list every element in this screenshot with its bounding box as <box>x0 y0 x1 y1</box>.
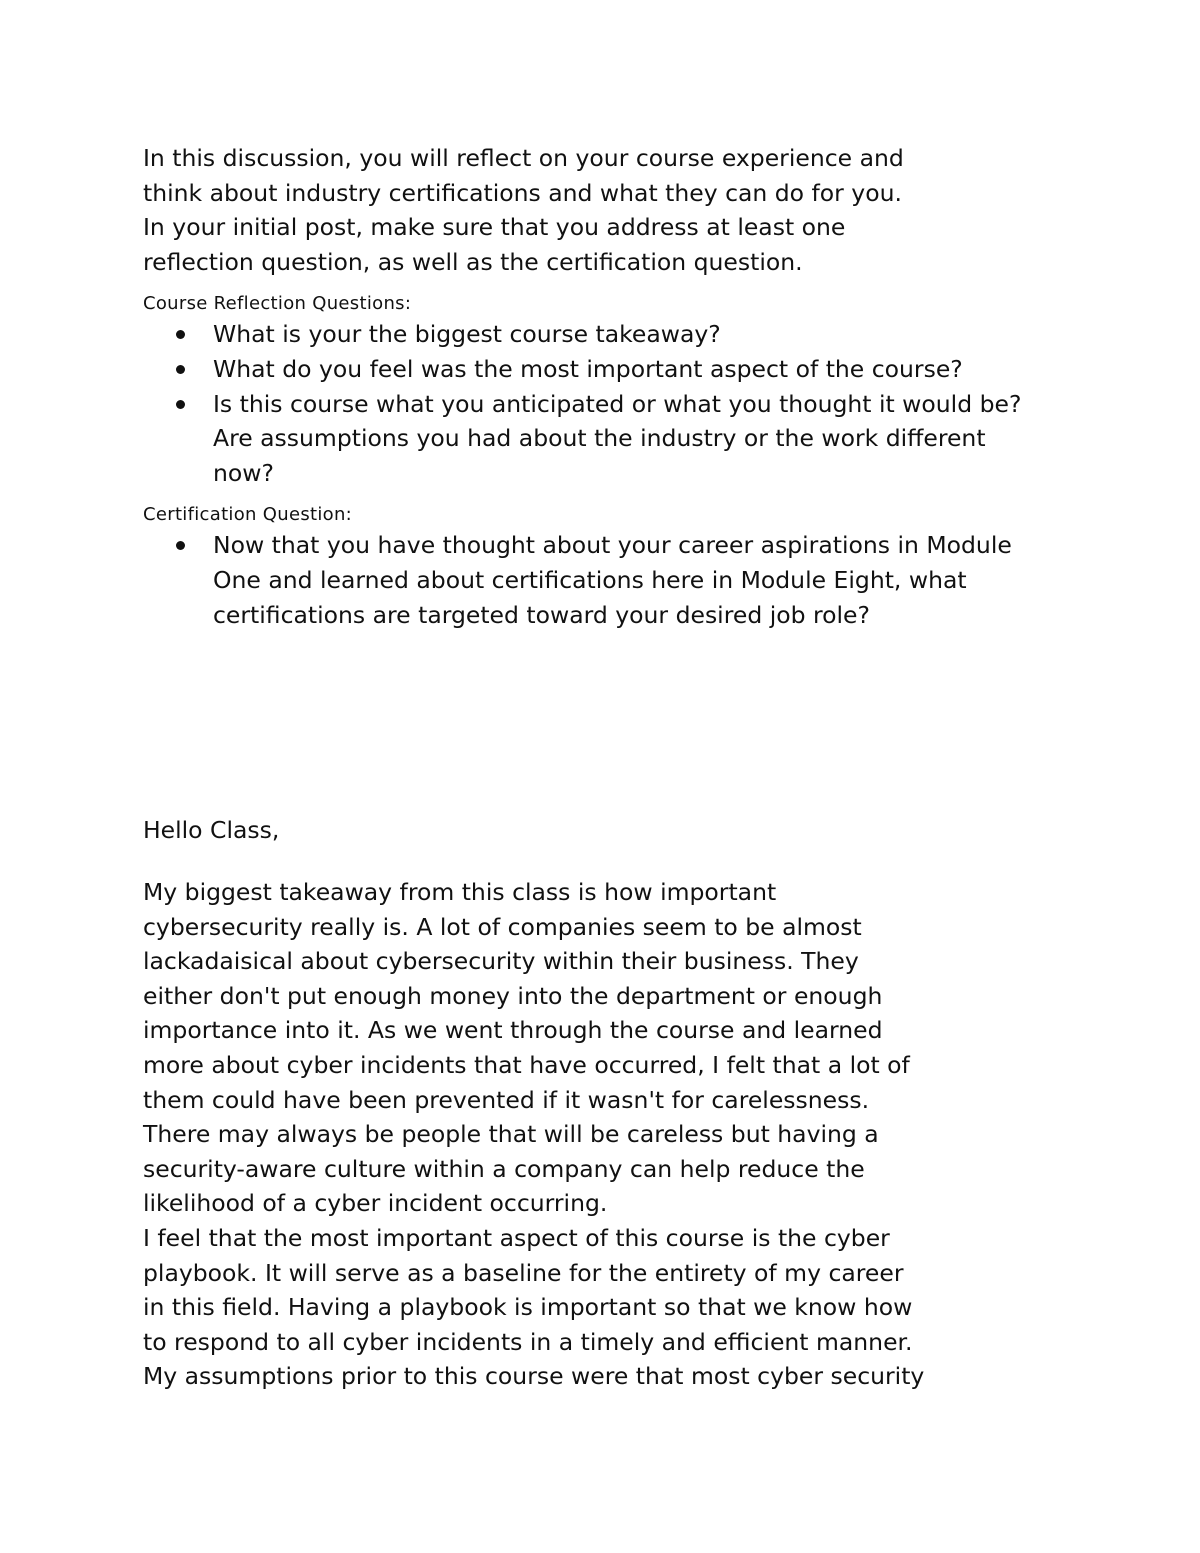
list-item <box>143 352 1053 387</box>
reflection-question-text: What is your the biggest course takeaway? <box>213 320 721 349</box>
greeting: Hello Class, <box>143 816 280 844</box>
reflection-questions-list <box>143 317 1083 490</box>
reflection-questions-label: Course Reflection Questions: <box>143 293 412 315</box>
intro-paragraph: In this discussion, you will reflect on your course experience and think about industry certifications and what they can do for you. In your initial post, make sure that you address at least one reflection question, as well as the certification question. <box>143 144 904 276</box>
list-item <box>143 317 1053 352</box>
bullet-icon <box>176 330 185 339</box>
list-item <box>143 387 1053 491</box>
response-paragraph: My biggest takeaway from this class is how important cybersecurity really is. A lot of companies seem to be almost lackadaisical about cybersecurity within their business. They either don't put enough money into the department or enough importance into it. As we went through the course and learned more about cyber incidents that have occurred, I felt that a lot of them could have been prevented if it wasn't for carelessness. There may always be people that will be careless but having a security-aware culture within a company can help reduce the likelihood of a cyber incident occurring. I feel that the most important aspect of this course is the cyber playbook. It will serve as a baseline for the entirety of my career in this field. Having a playbook is important so that we know how to respond to all cyber incidents in a timely and efficient manner. My assumptions prior to this course were that most cyber security <box>143 878 925 1391</box>
certification-questions-list <box>143 528 1083 632</box>
certification-question-label: Certification Question: <box>143 504 353 526</box>
bullet-icon <box>176 400 185 409</box>
reflection-question-text: What do you feel was the most important aspect of the course? <box>213 354 963 383</box>
reflection-question-text: Is this course what you anticipated or what you thought it would be? Are assumptions you had about the industry or the work different now? <box>213 389 1022 487</box>
bullet-icon <box>176 541 185 550</box>
certification-question-text: Now that you have thought about your career aspirations in Module One and learned about certifications here in Module Eight, what certifications are targeted toward your desired job role? <box>213 531 1012 629</box>
prompt-section <box>143 141 1083 632</box>
bullet-icon <box>176 365 185 374</box>
list-item <box>143 528 1053 632</box>
